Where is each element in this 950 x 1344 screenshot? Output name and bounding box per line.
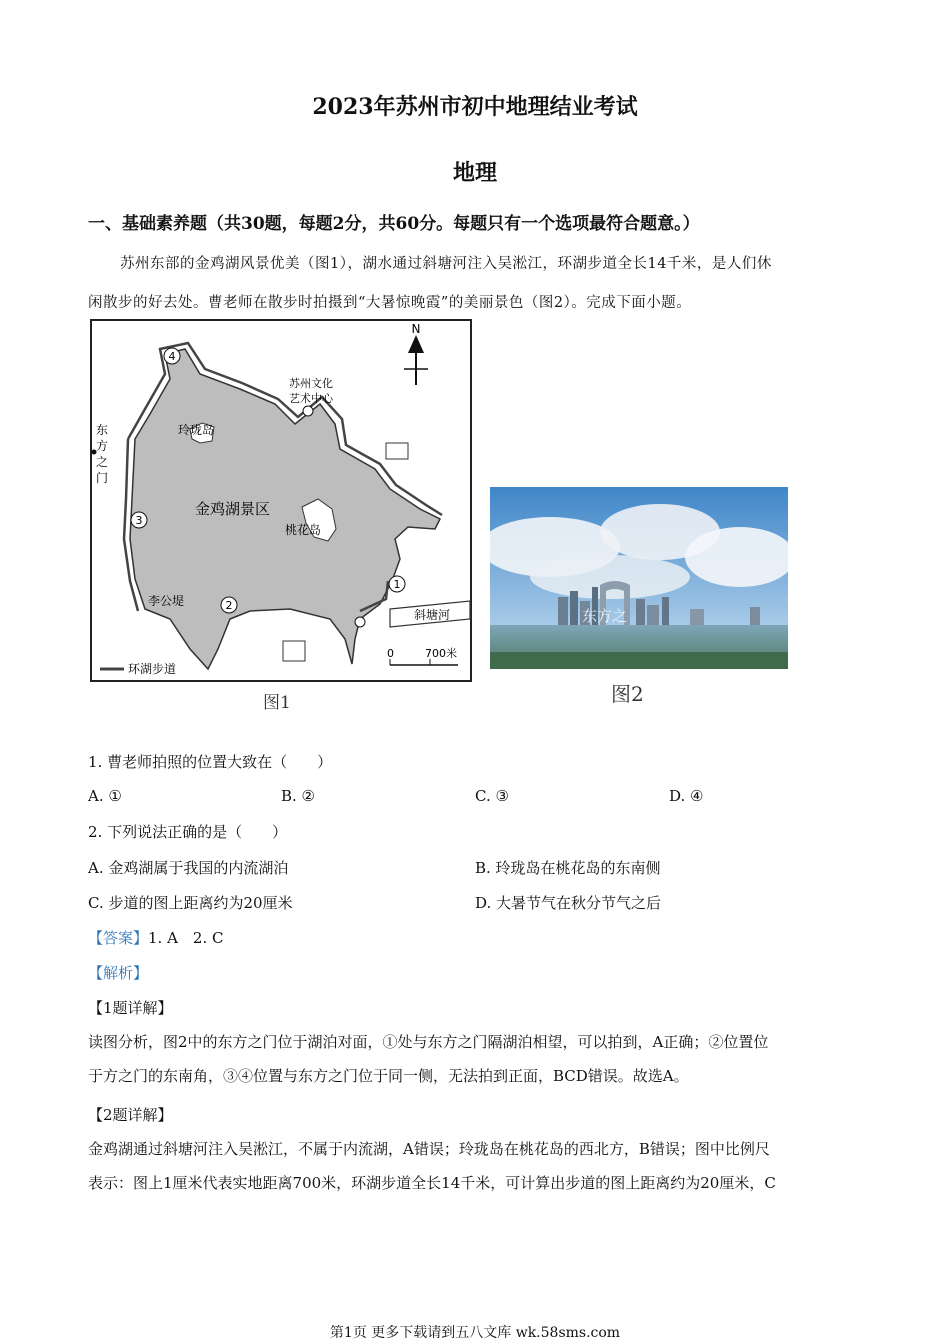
scale-zero: 0 <box>387 647 394 660</box>
building <box>570 591 578 627</box>
q1-option-d: D. ④ <box>669 787 704 805</box>
q1-option-a: A. ① <box>88 787 122 805</box>
question-2-stem: 2. 下列说法正确的是（ ） <box>88 823 288 841</box>
figure1-map <box>90 319 472 683</box>
q2-detail-heading: 【2题详解】 <box>88 1106 173 1124</box>
subject-title: 地理 <box>452 160 497 186</box>
intro-line-1: 苏州东部的金鸡湖风景优美（图1），湖水通过斜塘河注入吴淞江，环湖步道全长14千米，是人们休 <box>120 256 772 272</box>
analysis-tag: 【解析】 <box>88 964 149 982</box>
label-scenic: 金鸡湖景区 <box>195 500 271 518</box>
q1-detail-heading: 【1题详解】 <box>88 999 173 1017</box>
point-1-label: 1 <box>393 578 401 591</box>
label-eastgate-4: 门 <box>96 471 109 485</box>
figure2-photo <box>490 487 788 669</box>
q2-detail-text <box>88 1132 868 1200</box>
question-1-stem: 1. 曹老师拍照的位置大致在（ ） <box>88 753 333 771</box>
page-title: 2023年苏州市初中地理结业考试 <box>312 94 638 120</box>
south-pier-marker <box>355 617 365 627</box>
building-icon-2 <box>283 641 305 661</box>
q1-option-c: C. ③ <box>475 787 509 805</box>
label-xietang: 斜塘河 <box>414 608 451 622</box>
label-culture-1: 苏州文化 <box>289 377 333 390</box>
section-heading: 一、基础素养题（共30题，每题2分，共60分。每题只有一个选项最符合题意。） <box>88 214 700 234</box>
building <box>558 597 568 627</box>
answer-text: 1. A 2. C <box>148 929 224 947</box>
point-4-label: 4 <box>168 350 176 363</box>
q1-detail-text <box>88 1025 868 1093</box>
label-eastgate-3: 之 <box>96 455 109 469</box>
intro-line-2: 闲散步的好去处。曹老师在散步时拍摄到“大暑惊晚霞”的美丽景色（图2）。完成下面小题。 <box>88 295 692 311</box>
q1-option-b: B. ② <box>281 787 316 805</box>
label-ligongdi: 李公堤 <box>148 594 185 608</box>
point-2-label: 2 <box>225 599 233 612</box>
label-eastgate-1: 东 <box>96 423 109 437</box>
photo-svg <box>490 487 788 669</box>
scale-700: 700米 <box>425 647 457 660</box>
label-culture-2: 艺术中心 <box>289 392 333 405</box>
label-linglong: 玲珑岛 <box>178 423 215 437</box>
q2-option-b: B. 玲珑岛在桃花岛的东南侧 <box>475 859 661 877</box>
answer-tag: 【答案】 <box>88 929 149 947</box>
q2-detail-line-2: 表示：图上1厘米代表实地距离700米，环湖步道全长14千米，可计算出步道的图上距离约为20厘米，C <box>88 1174 776 1192</box>
building-icon <box>386 443 408 459</box>
q2-detail-line-1: 金鸡湖通过斜塘河注入吴淞江，不属于内流湖，A错误；玲珑岛在桃花岛的西北方，B错误；图中比例尺 <box>88 1140 770 1158</box>
culture-center-marker <box>303 406 313 416</box>
q2-option-a: A. 金鸡湖属于我国的内流湖泊 <box>88 859 289 877</box>
building <box>662 597 669 627</box>
intro-paragraph <box>88 245 868 323</box>
map-svg <box>90 319 472 683</box>
q1-detail-line-1: 读图分析，图2中的东方之门位于湖泊对面，①处与东方之门隔湖泊相望，可以拍到，A正确；②位置位 <box>88 1033 769 1051</box>
point-3-label: 3 <box>135 514 143 527</box>
figure2-caption: 图2 <box>611 682 644 706</box>
building <box>690 609 704 627</box>
cloud-4 <box>530 555 690 599</box>
q2-option-d: D. 大暑节气在秋分节气之后 <box>475 894 662 912</box>
legend-walkway-label: 环湖步道 <box>128 662 177 676</box>
building <box>636 599 645 627</box>
building <box>647 605 659 627</box>
lotus-leaves <box>490 652 788 669</box>
figure1-caption: 图1 <box>263 693 291 713</box>
building <box>750 607 760 627</box>
label-eastgate-2: 方 <box>96 439 109 453</box>
q2-option-c: C. 步道的图上距离约为20厘米 <box>88 894 293 912</box>
eastgate-dot <box>92 450 97 455</box>
q1-detail-line-2: 于方之门的东南角，③④位置与东方之门位于同一侧，无法拍到正面，BCD错误。故选A。 <box>88 1067 689 1085</box>
north-label: N <box>411 322 421 336</box>
page-footer: 第1页 更多下载请到五八文库 wk.58sms.com <box>329 1325 621 1341</box>
label-taohua: 桃花岛 <box>285 523 322 537</box>
photo-overlay-text: 东方之 <box>582 607 628 625</box>
answer-line <box>88 927 224 948</box>
